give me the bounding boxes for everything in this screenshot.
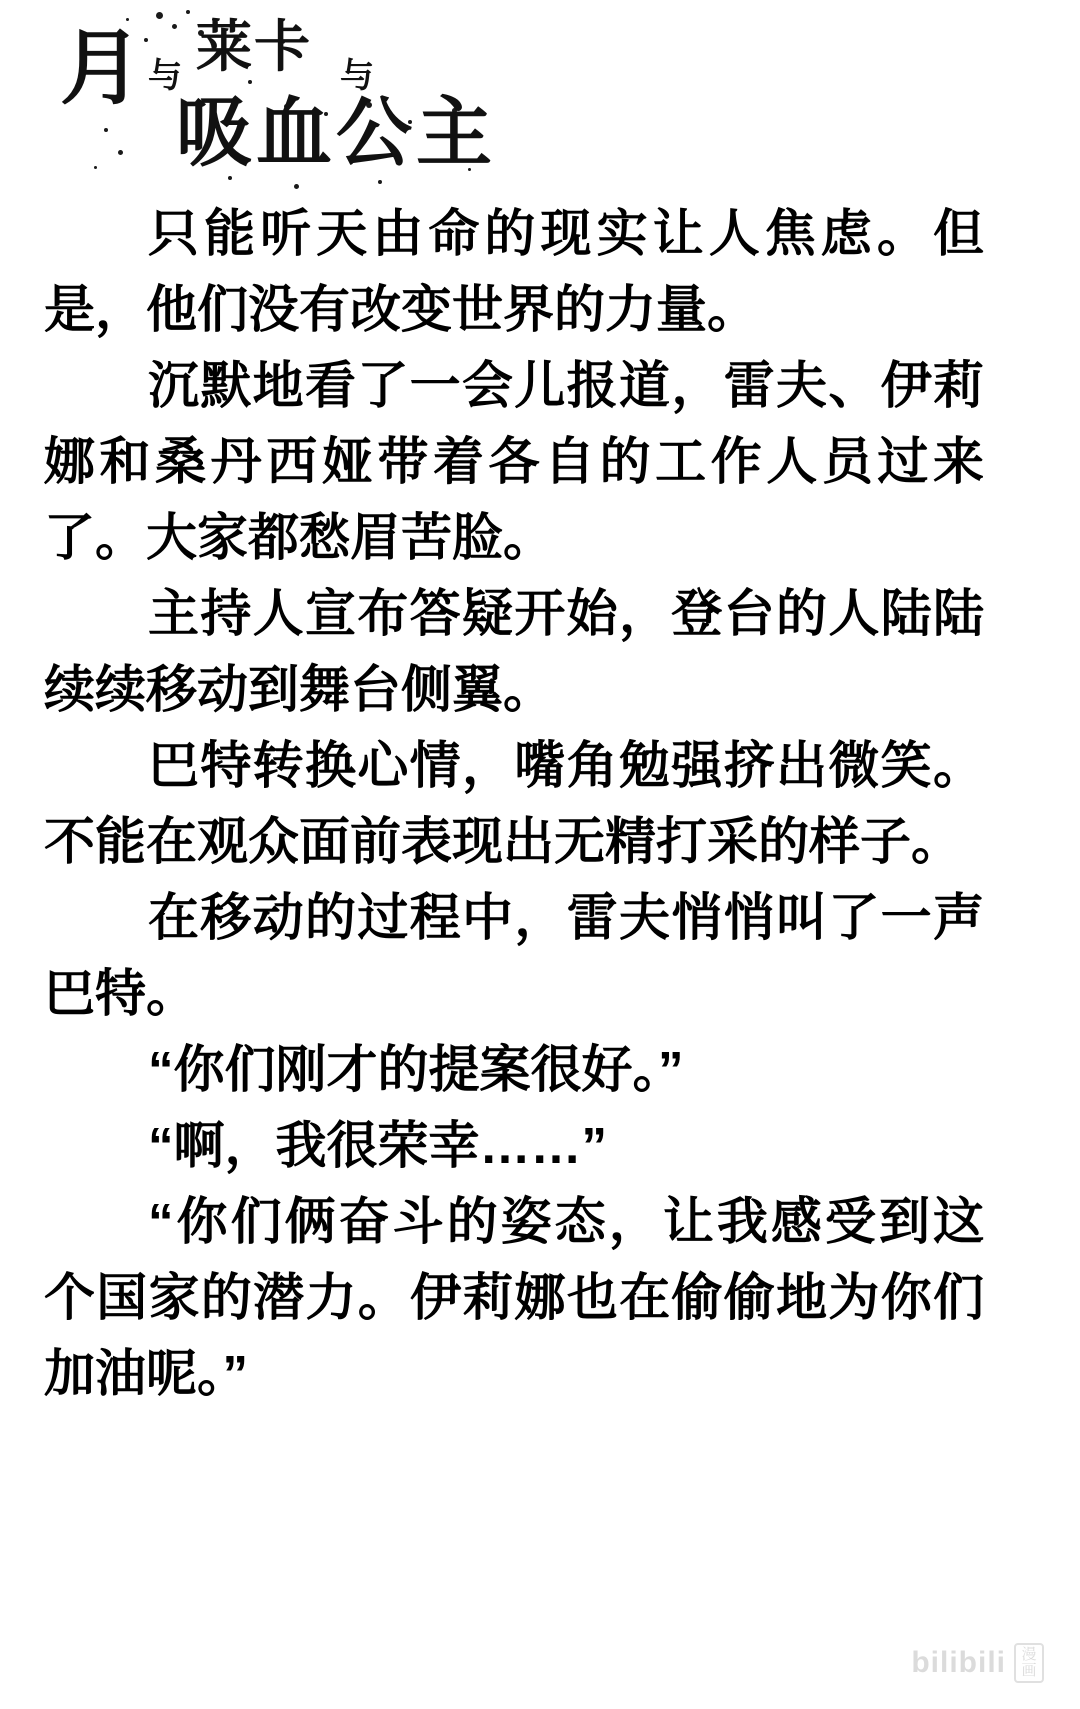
paragraph: 在移动的过程中，雷夫悄悄叫了一声巴特。 (44, 889, 984, 1022)
paragraph: “你们俩奋斗的姿态，让我感受到这个国家的潜力。伊莉娜也在偷偷地为你们加油呢。” (44, 1193, 984, 1402)
paragraph: 巴特转换心情，嘴角勉强挤出微笑。不能在观众面前表现出无精打采的样子。 (44, 737, 984, 870)
title-conjunction-second: 与 (340, 58, 374, 95)
manga-badge (1014, 1643, 1044, 1683)
watermark (911, 1643, 1044, 1683)
title-conjunction-first: 与 (148, 58, 182, 95)
title-laika: 莱卡 (196, 17, 312, 79)
paragraph: “你们刚才的提案很好。” (148, 1041, 684, 1098)
manga-badge-line1: 漫 (1021, 1646, 1037, 1663)
title-block (48, 8, 568, 198)
title-vampire-princess: 吸血公主 (176, 92, 496, 176)
body-text (44, 196, 984, 1412)
paragraph: 只能听天由命的现实让人焦虑。但是，他们没有改变世界的力量。 (44, 205, 984, 338)
title-moon: 月 (60, 23, 141, 114)
bilibili-logo: bilibili (911, 1646, 1006, 1679)
paragraph: 主持人宣布答疑开始，登台的人陆陆续续移动到舞台侧翼。 (44, 585, 984, 718)
paragraph: 沉默地看了一会儿报道，雷夫、伊莉娜和桑丹西娅带着各自的工作人员过来了。大家都愁眉苦脸。 (44, 357, 984, 566)
paragraph: “啊，我很荣幸……” (148, 1117, 608, 1174)
manga-badge-line2: 画 (1021, 1662, 1037, 1679)
